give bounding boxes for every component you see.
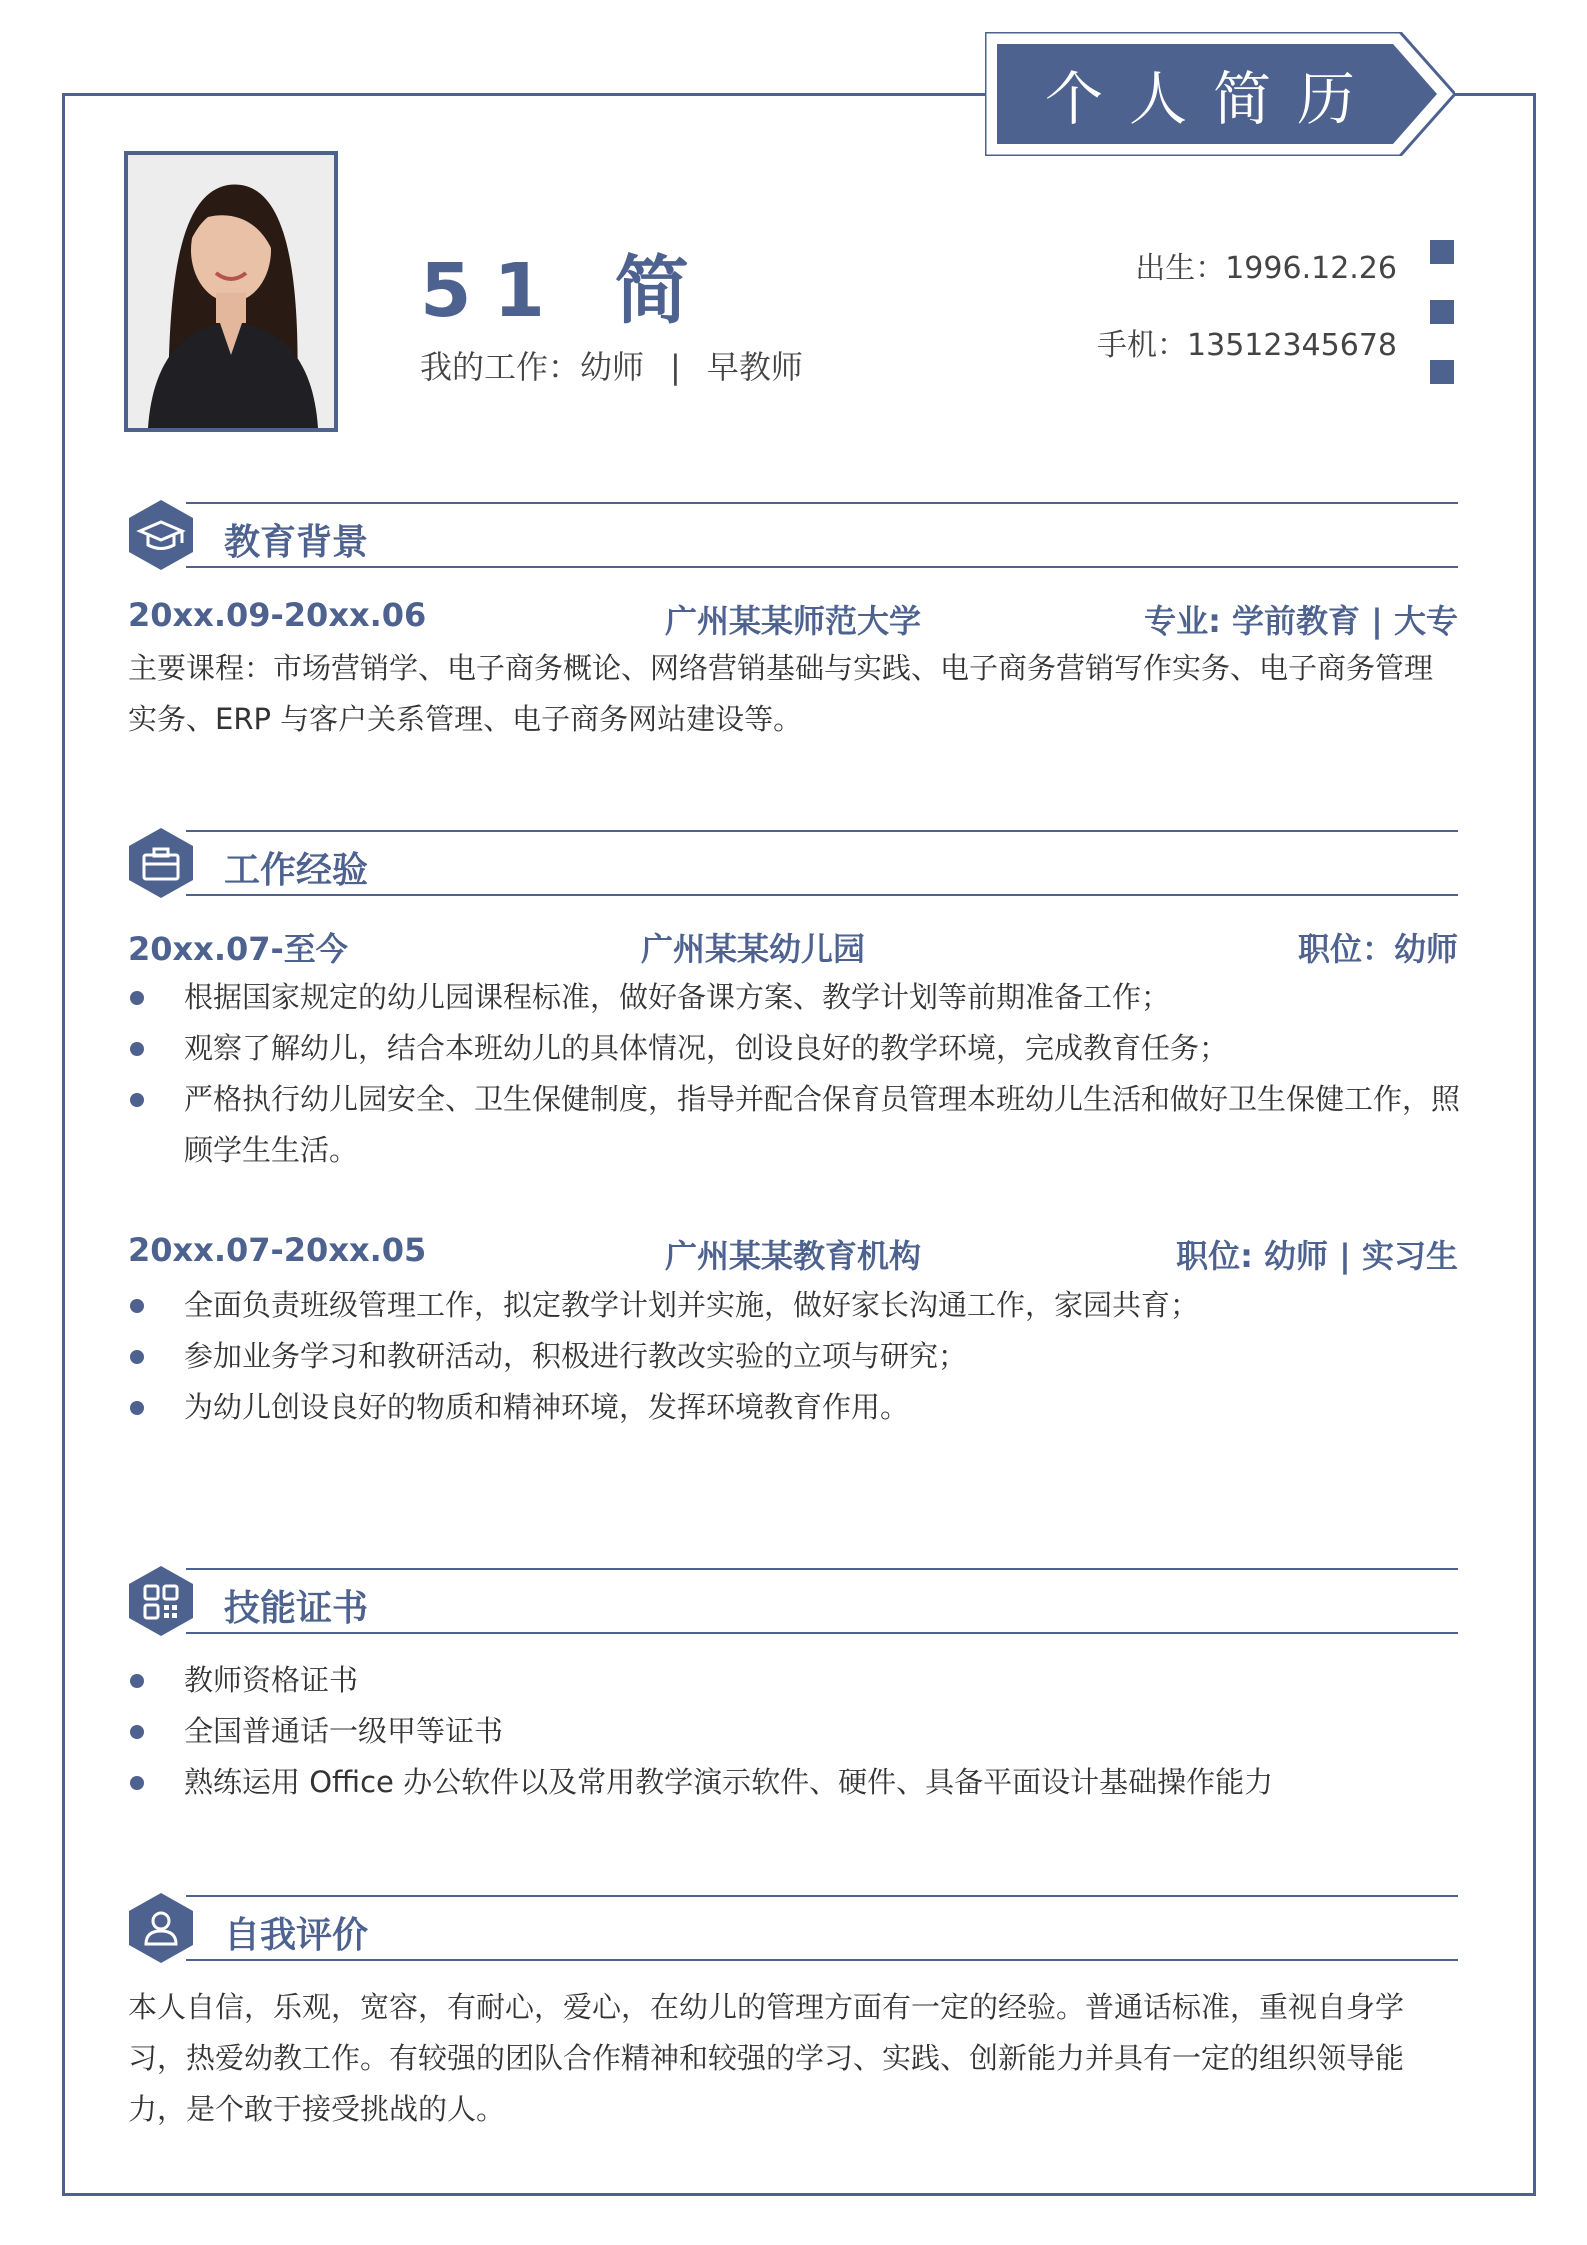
- skills-list: [128, 1655, 1460, 1808]
- list-item: 教师资格证书: [128, 1655, 1460, 1706]
- list-item: 全面负责班级管理工作，拟定教学计划并实施，做好家长沟通工作，家园共育；: [128, 1280, 1460, 1331]
- list-item: 参加业务学习和教研活动，积极进行教改实验的立项与研究；: [128, 1331, 1460, 1382]
- person-name: 51 简: [420, 248, 711, 334]
- title-banner: [985, 32, 1455, 156]
- education-courses: 主要课程：市场营销学、电子商务概论、网络营销基础与实践、电子商务营销写作实务、电子商务管理实务、ERP 与客户关系管理、电子商务网站建设等。: [128, 651, 1434, 736]
- work-row: [128, 924, 1458, 968]
- graduation-cap-icon: [126, 498, 196, 572]
- section-header-skills: [126, 1568, 1458, 1634]
- education-row: [128, 596, 1458, 640]
- work-company: 广州某某幼儿园: [640, 930, 865, 968]
- work-position: 职位: 幼师 | 实习生: [1176, 1237, 1458, 1275]
- section-title: 技能证书: [224, 1588, 369, 1629]
- decor-square: [1430, 360, 1454, 384]
- list-item: 为幼儿创设良好的物质和精神环境，发挥环境教育作用。: [128, 1382, 1460, 1433]
- banner-title: 个人简历: [1044, 65, 1381, 133]
- list-item: 根据国家规定的幼儿园课程标准，做好备课方案、教学计划等前期准备工作；: [128, 972, 1460, 1023]
- education-school: 广州某某师范大学: [664, 602, 921, 640]
- job-title-2: 早教师: [706, 348, 803, 386]
- job-separator: |: [670, 348, 681, 386]
- job-title-1: 幼师: [580, 348, 645, 386]
- briefcase-icon: [126, 826, 196, 900]
- education-major: 专业: 学前教育 | 大专: [1144, 602, 1458, 640]
- birth-date: 出生：1996.12.26: [1135, 251, 1397, 286]
- section-header-self: [126, 1895, 1458, 1961]
- work-position: 职位：幼师: [1297, 930, 1458, 968]
- list-item: 观察了解幼儿，结合本班幼儿的具体情况，创设良好的教学环境，完成教育任务；: [128, 1023, 1460, 1074]
- person-icon: [126, 1891, 196, 1965]
- section-title: 工作经验: [224, 850, 369, 891]
- grid-qr-icon: [126, 1564, 196, 1638]
- phone-number: 手机：13512345678: [1097, 328, 1397, 363]
- section-title: 自我评价: [224, 1915, 369, 1956]
- education-period: 20xx.09-20xx.06: [128, 596, 427, 634]
- section-header-work: [126, 830, 1458, 896]
- decor-square: [1430, 240, 1454, 264]
- section-header-education: [126, 502, 1458, 568]
- section-title: 教育背景: [224, 522, 369, 563]
- work-duties-list: [128, 972, 1460, 1176]
- list-item: 熟练运用 Office 办公软件以及常用教学演示软件、硬件、具备平面设计基础操作能力: [128, 1757, 1460, 1808]
- self-evaluation-text: 本人自信，乐观，宽容，有耐心，爱心，在幼儿的管理方面有一定的经验。普通话标准，重视自身学习，热爱幼教工作。有较强的团队合作精神和较强的学习、实践、创新能力并具有一定的组织领导能力，是个敢于接受挑战的人。: [128, 1990, 1405, 2126]
- job-line: [420, 342, 803, 388]
- list-item: 全国普通话一级甲等证书: [128, 1706, 1460, 1757]
- job-label: 我的工作：: [420, 348, 581, 386]
- decor-square: [1430, 300, 1454, 324]
- profile-photo: [124, 151, 338, 432]
- work-period: 20xx.07-至今: [128, 930, 348, 968]
- list-item: 严格执行幼儿园安全、卫生保健制度，指导并配合保育员管理本班幼儿生活和做好卫生保健工作，照顾学生生活。: [128, 1074, 1460, 1176]
- work-company: 广州某某教育机构: [664, 1237, 921, 1275]
- work-duties-list: [128, 1280, 1460, 1433]
- work-row: [128, 1231, 1458, 1275]
- work-period: 20xx.07-20xx.05: [128, 1231, 427, 1269]
